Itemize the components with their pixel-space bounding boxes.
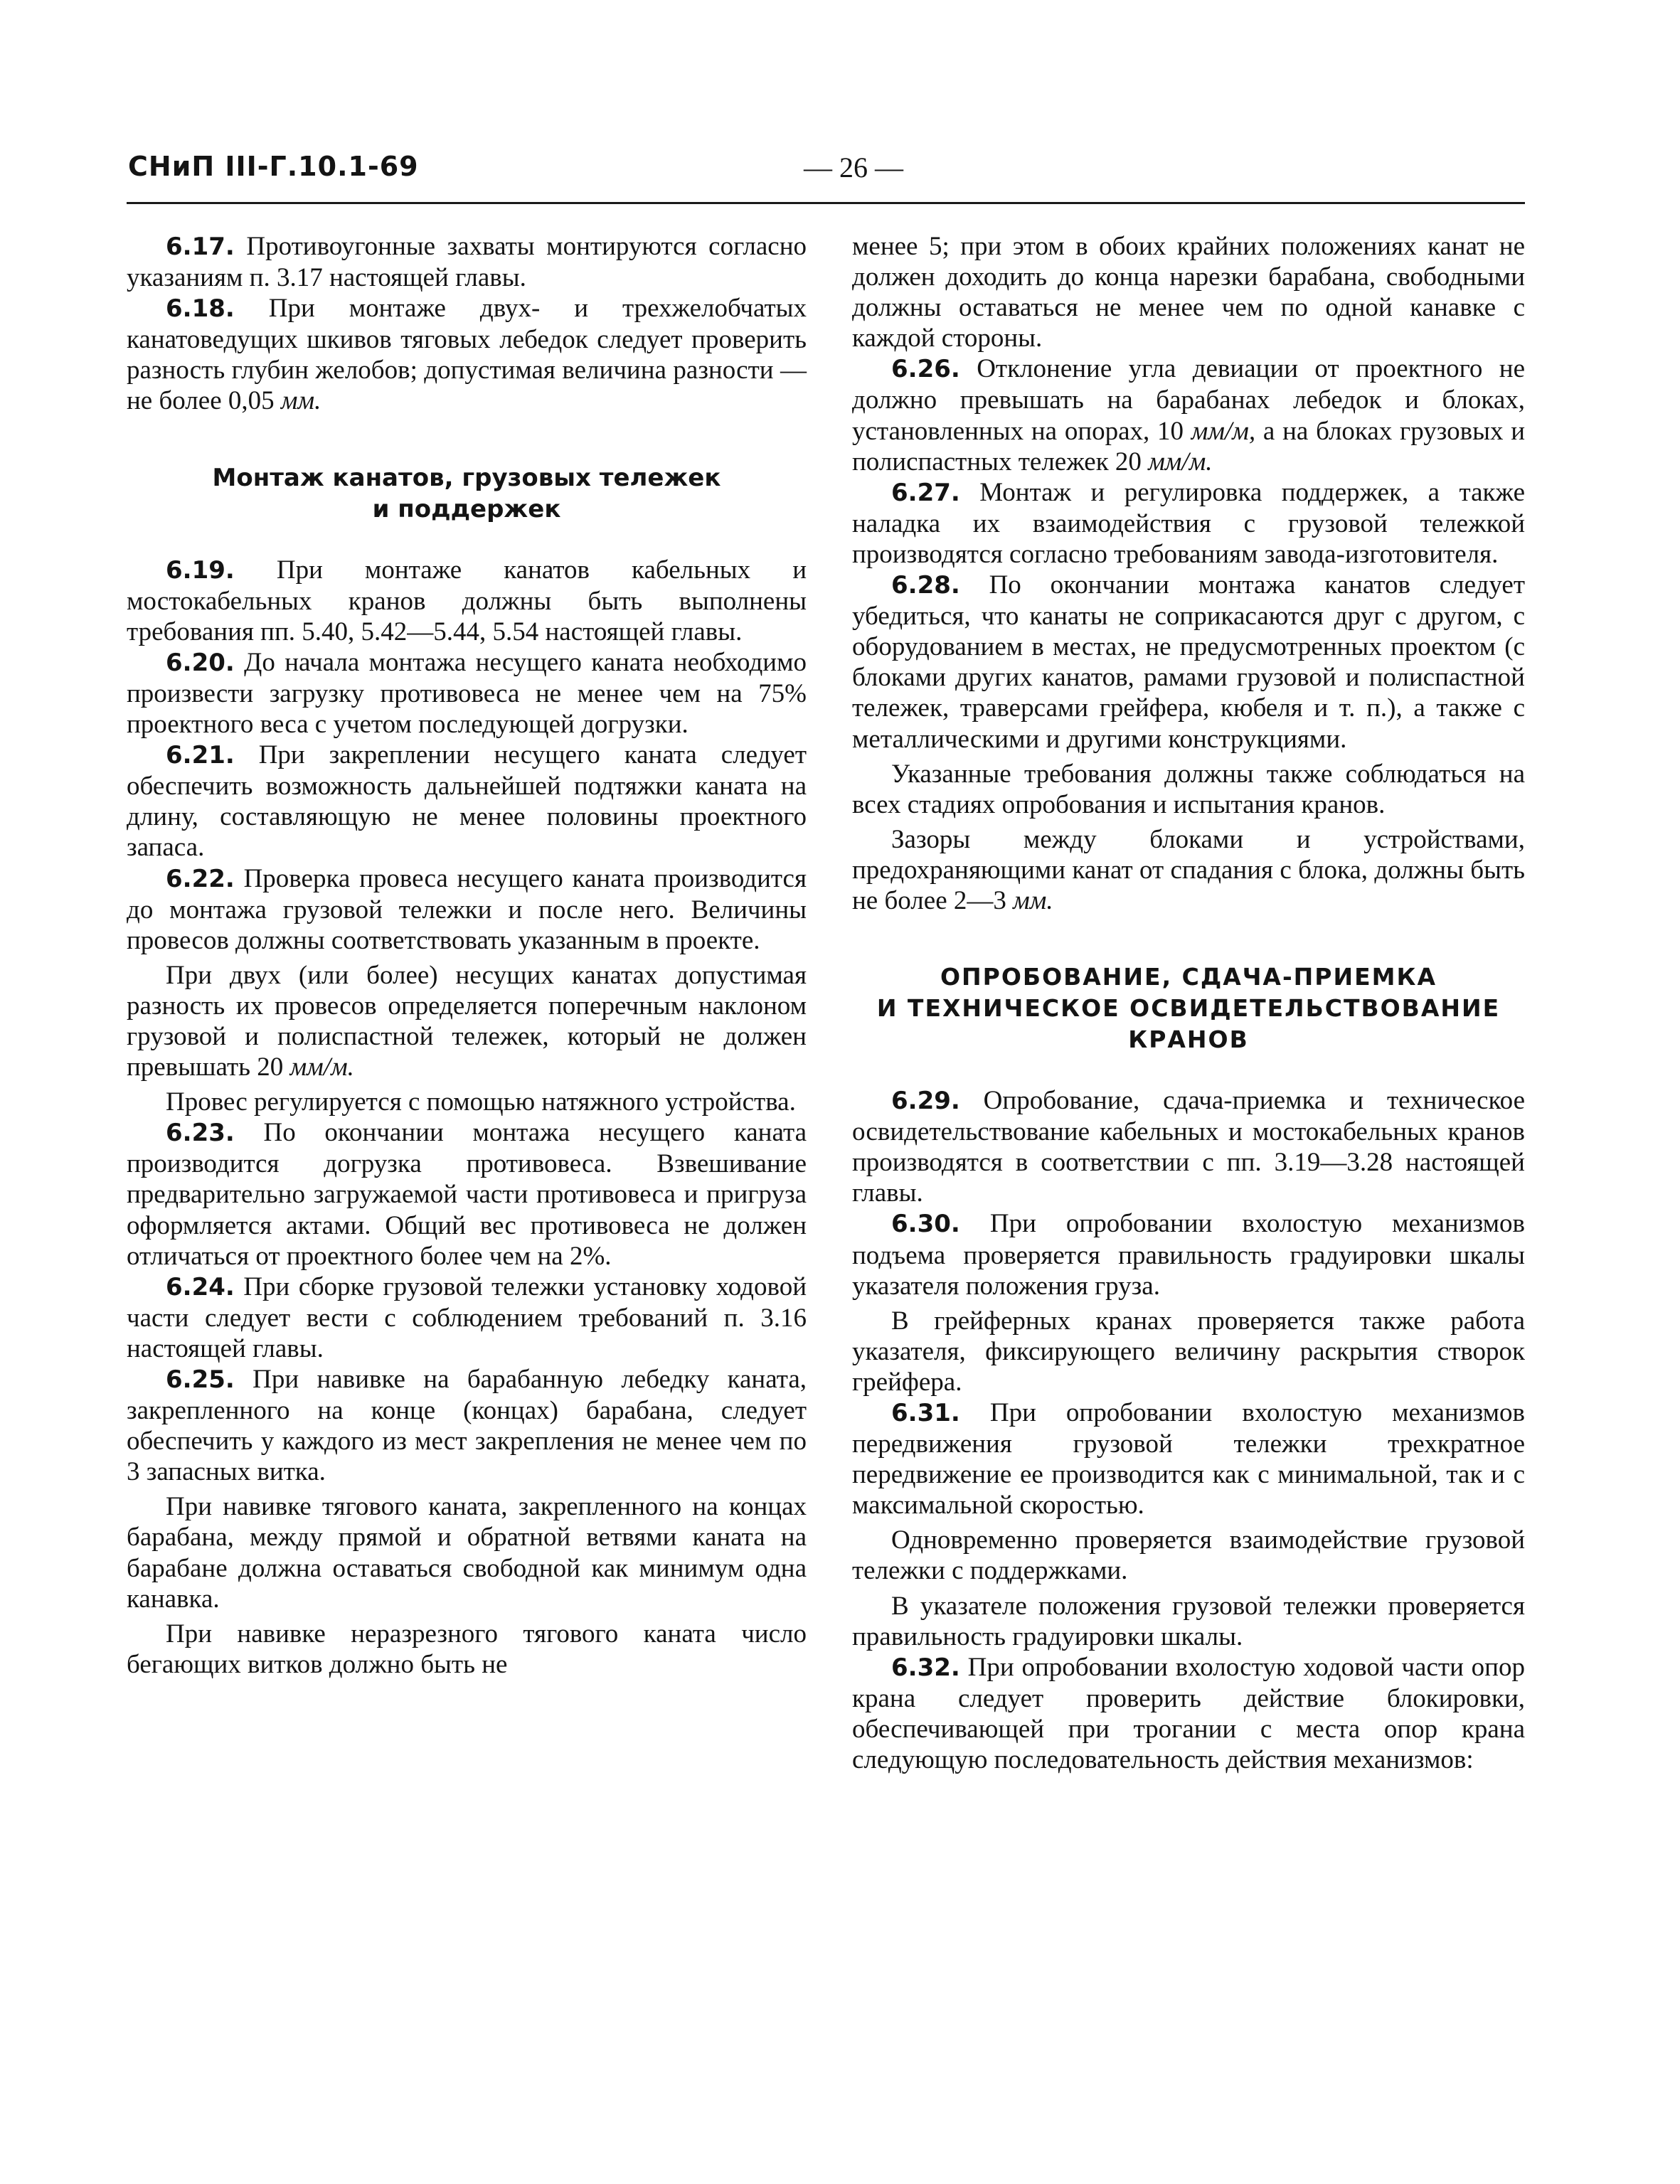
- paragraph-text: а на блоках грузовых и полиспастных тележек 20: [852, 416, 1525, 476]
- clause-number: 6.22.: [166, 864, 235, 893]
- clause-number: 6.19.: [166, 555, 235, 585]
- paragraph-6-28-gaps: [852, 824, 1525, 916]
- clause-number: 6.23.: [166, 1119, 235, 1148]
- paragraph-6-32: [852, 1652, 1525, 1775]
- header-rule: [127, 202, 1525, 204]
- paragraph-6-22-cont: [127, 960, 807, 1082]
- paragraph-text: При монтаже канатов кабельных и мостокабельных кранов должны быть выполнены требования пп. 5.40, 5.42—5.44, 5.54 настоящей главы.: [127, 555, 807, 646]
- clause-number: 6.30.: [891, 1210, 960, 1239]
- paragraph-6-19: [127, 555, 807, 647]
- unit-text: мм/м.: [289, 1053, 354, 1082]
- section-heading-ropes: Монтаж канатов, грузовых тележек и поддержек: [212, 463, 721, 523]
- clause-number: 6.18.: [166, 294, 235, 324]
- paragraph-text: При двух (или более) несущих канатах допустимая разность их провесов определяется поперечным наклоном грузовой и полиспастной тележек, который не должен превышать 20: [127, 960, 807, 1082]
- document-code: СНиП III-Г.10.1-69: [128, 151, 419, 182]
- paragraph-6-26: [852, 353, 1525, 476]
- paragraph-text: Опробование, сдача-приемка и техническое освидетельствование кабельных и мостокабельных кранов производятся в соответствии с пп. 3.19—3.28 настоящей главы.: [852, 1086, 1525, 1208]
- paragraph-6-25: [127, 1364, 807, 1487]
- paragraph-6-24: [127, 1272, 807, 1364]
- paragraph-text: Зазоры между блоками и устройствами, предохраняющими канат от спадания с блока, должны быть не более 2—3: [852, 824, 1525, 915]
- paragraph-6-31-indicator: В указателе положения грузовой тележки проверяется правильность градуировки шкалы.: [852, 1591, 1525, 1651]
- clause-number: 6.28.: [891, 571, 960, 600]
- paragraph-text: Монтаж и регулировка поддержек, а также наладка их взаимодействия с грузовой тележкой производятся согласно требованиям завода-изготовителя.: [852, 477, 1525, 569]
- unit-text: мм.: [280, 386, 321, 416]
- paragraph-6-18: [127, 293, 807, 416]
- paragraph-text: По окончании монтажа несущего каната производится догрузка противовеса. Взвешивание предварительно загружаемой части противовеса и пригруза оформляется актами. Общий вес противовеса не должен отличаться от проектного более чем на 2%.: [127, 1118, 807, 1271]
- clause-number: 6.21.: [166, 741, 235, 770]
- paragraph-6-17: [127, 231, 807, 293]
- paragraph-6-31-support: Одновременно проверяется взаимодействие грузовой тележки с поддержками.: [852, 1525, 1525, 1586]
- paragraph-text: При закреплении несущего каната следует обеспечить возможность дальнейшей подтяжки каната на длину, составляющую не менее половины проектного запаса.: [127, 740, 807, 863]
- paragraph-6-25-continuous: При навивке неразрезного тягового каната число бегающих витков должно быть не: [127, 1619, 807, 1679]
- clause-number: 6.24.: [166, 1272, 235, 1301]
- section-heading-testing: ОПРОБОВАНИЕ, СДАЧА-ПРИЕМКА И ТЕХНИЧЕСКОЕ ОСВИДЕТЕЛЬСТВОВАНИЕ КРАНОВ: [876, 963, 1501, 1054]
- paragraph-6-21: [127, 740, 807, 863]
- paragraph-6-23: [127, 1117, 807, 1271]
- paragraph-text: По окончании монтажа канатов следует убедиться, что канаты не соприкасаются друг с другом, с оборудованием в местах, не предусмотренных проектом (с блоками других канатов, рамами грузовой и полиспастной тележек, траверсами грейфера, кюбеля и т. п.), а также с металлическими и другими конструкциями.: [852, 570, 1525, 754]
- paragraph-text: При сборке грузовой тележки установку ходовой части следует вести с соблюдением требований п. 3.16 настоящей главы.: [127, 1272, 807, 1363]
- unit-text: мм/м,: [1191, 416, 1256, 446]
- clause-number: 6.26.: [891, 355, 960, 384]
- clause-number: 6.20.: [166, 648, 235, 677]
- paragraph-6-25-end: менее 5; при этом в обоих крайних положениях канат не должен доходить до конца нарезки барабана, свободными должны оставаться не менее чем по одной канавке с каждой стороны.: [852, 232, 1525, 353]
- paragraph-6-22: [127, 863, 807, 956]
- paragraph-text: Проверка провеса несущего каната производится до монтажа грузовой тележки и после него. Величины провесов должны соответствовать указанным в проекте.: [127, 863, 807, 955]
- paragraph-text: Отклонение угла девиации от проектного не должно превышать на барабанах лебедок и блоках, установленных на опорах, 10: [852, 354, 1525, 446]
- unit-text: мм/м.: [1148, 447, 1213, 476]
- clause-number: 6.25.: [166, 1365, 235, 1394]
- paragraph-6-28-requirements: Указанные требования должны также соблюдаться на всех стадиях опробования и испытания кранов.: [852, 759, 1525, 819]
- paragraph-6-20: [127, 647, 807, 740]
- paragraph-6-30: [852, 1208, 1525, 1301]
- paragraph-6-31: [852, 1397, 1525, 1520]
- paragraph-text: При опробовании вхолостую ходовой части опор крана следует проверить действие блокировки, обеспечивающей при трогании с места опор крана следующую последовательность действия механизмов:: [852, 1652, 1525, 1775]
- paragraph-6-30-grab: В грейферных кранах проверяется также работа указателя, фиксирующего величину раскрытия створок грейфера.: [852, 1306, 1525, 1397]
- clause-number: 6.27.: [891, 478, 960, 507]
- paragraph-text: При опробовании вхолостую механизмов передвижения грузовой тележки трехкратное передвижение ее производится как с минимальной, так и с максимальной скоростью.: [852, 1398, 1525, 1520]
- paragraph-text: При навивке на барабанную лебедку каната, закрепленного на конце (концах) барабана, следует обеспечить у каждого из мест закрепления не менее чем по 3 запасных витка.: [127, 1365, 807, 1487]
- paragraph-text: При монтаже двух- и трехжелобчатых канатоведущих шкивов тяговых лебедок следует проверить разность глубин желобов; допустимая величина разности — не более 0,05: [127, 294, 807, 416]
- clause-number: 6.32.: [891, 1653, 960, 1682]
- clause-number: 6.17.: [166, 233, 235, 261]
- paragraph-text: При опробовании вхолостую механизмов подъема проверяется правильность градуировки шкалы указателя положения груза.: [852, 1209, 1525, 1301]
- page-number: — 26 —: [804, 151, 903, 183]
- paragraph-text: Противоугонные захваты монтируются согласно указаниям п. 3.17 настоящей главы.: [127, 232, 807, 293]
- clause-number: 6.29.: [891, 1087, 960, 1116]
- paragraph-text: До начала монтажа несущего каната необходимо произвести загрузку противовеса не менее чем на 75% проектного веса с учетом последующей догрузки.: [127, 647, 807, 740]
- page-header: [128, 151, 1522, 201]
- paragraph-6-29: [852, 1085, 1525, 1208]
- paragraph-6-22-sag: Провес регулируется с помощью натяжного устройства.: [166, 1087, 796, 1117]
- clause-number: 6.31.: [891, 1399, 960, 1427]
- paragraph-6-27: [852, 477, 1525, 570]
- paragraph-6-25-traction: При навивке тягового каната, закрепленного на концах барабана, между прямой и обратной ветвями каната на барабане должна оставаться свободной как минимум одна канавка.: [127, 1492, 807, 1614]
- unit-text: мм.: [1013, 885, 1053, 915]
- paragraph-6-28: [852, 570, 1525, 755]
- left-column: [127, 231, 807, 1680]
- right-column: [852, 231, 1525, 1775]
